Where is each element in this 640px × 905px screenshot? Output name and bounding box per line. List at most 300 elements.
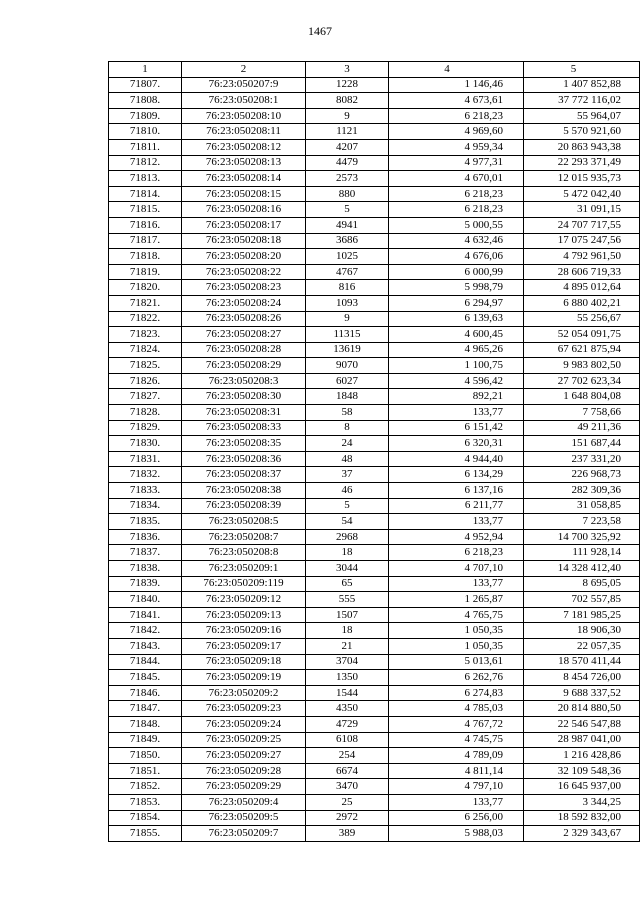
- value-cell: 14 700 325,92: [524, 529, 640, 545]
- table-row: [109, 498, 640, 514]
- rate-cell: 4 952,94: [389, 529, 524, 545]
- area-cell: 4207: [306, 139, 389, 155]
- cadastral-number-cell: 76:23:050208:24: [182, 295, 306, 311]
- rate-cell: 4 767,72: [389, 716, 524, 732]
- area-cell: 4350: [306, 701, 389, 717]
- rate-cell: 1 050,35: [389, 638, 524, 654]
- cadastral-number-cell: 76:23:050209:13: [182, 607, 306, 623]
- table-row: [109, 93, 640, 109]
- rate-cell: 6 218,23: [389, 202, 524, 218]
- table-row: [109, 638, 640, 654]
- row-number-cell: 71825.: [109, 358, 182, 374]
- table-row: [109, 155, 640, 171]
- rate-cell: 6 137,16: [389, 483, 524, 499]
- rate-cell: 5 000,55: [389, 217, 524, 233]
- table-row: [109, 124, 640, 140]
- area-cell: 3470: [306, 779, 389, 795]
- rate-cell: 133,77: [389, 514, 524, 530]
- value-cell: 67 621 875,94: [524, 342, 640, 358]
- value-cell: 2 329 343,67: [524, 826, 640, 842]
- cadastral-number-cell: 76:23:050209:5: [182, 810, 306, 826]
- area-cell: 3686: [306, 233, 389, 249]
- area-cell: 3704: [306, 654, 389, 670]
- cadastral-number-cell: 76:23:050208:14: [182, 171, 306, 187]
- row-number-cell: 71831.: [109, 451, 182, 467]
- data-table: [108, 61, 640, 842]
- cadastral-number-cell: 76:23:050208:13: [182, 155, 306, 171]
- rate-cell: 4 765,75: [389, 607, 524, 623]
- cadastral-number-cell: 76:23:050208:31: [182, 405, 306, 421]
- value-cell: 55 256,67: [524, 311, 640, 327]
- rate-cell: 4 707,10: [389, 561, 524, 577]
- value-cell: 9 688 337,52: [524, 685, 640, 701]
- cadastral-number-cell: 76:23:050209:1: [182, 561, 306, 577]
- cadastral-number-cell: 76:23:050209:7: [182, 826, 306, 842]
- table-row: [109, 561, 640, 577]
- value-cell: 55 964,07: [524, 108, 640, 124]
- cadastral-number-cell: 76:23:050208:26: [182, 311, 306, 327]
- value-cell: 9 983 802,50: [524, 358, 640, 374]
- value-cell: 49 211,36: [524, 420, 640, 436]
- area-cell: 1350: [306, 670, 389, 686]
- value-cell: 20 863 943,38: [524, 139, 640, 155]
- cadastral-number-cell: 76:23:050208:5: [182, 514, 306, 530]
- table-row: [109, 405, 640, 421]
- row-number-cell: 71811.: [109, 139, 182, 155]
- value-cell: 111 928,14: [524, 545, 640, 561]
- row-number-cell: 71820.: [109, 280, 182, 296]
- cadastral-number-cell: 76:23:050208:35: [182, 436, 306, 452]
- table-row: [109, 264, 640, 280]
- table-row: [109, 451, 640, 467]
- cadastral-number-cell: 76:23:050209:16: [182, 623, 306, 639]
- row-number-cell: 71855.: [109, 826, 182, 842]
- table-row: [109, 514, 640, 530]
- area-cell: 5: [306, 202, 389, 218]
- row-number-cell: 71853.: [109, 794, 182, 810]
- rate-cell: 6 151,42: [389, 420, 524, 436]
- table-row: [109, 233, 640, 249]
- rate-cell: 4 673,61: [389, 93, 524, 109]
- value-cell: 32 109 548,36: [524, 763, 640, 779]
- row-number-cell: 71845.: [109, 670, 182, 686]
- row-number-cell: 71843.: [109, 638, 182, 654]
- cadastral-number-cell: 76:23:050208:30: [182, 389, 306, 405]
- rate-cell: 5 988,03: [389, 826, 524, 842]
- row-number-cell: 71814.: [109, 186, 182, 202]
- value-cell: 4 895 012,64: [524, 280, 640, 296]
- cadastral-number-cell: 76:23:050208:39: [182, 498, 306, 514]
- value-cell: 37 772 116,02: [524, 93, 640, 109]
- rate-cell: 6 218,23: [389, 108, 524, 124]
- area-cell: 4479: [306, 155, 389, 171]
- row-number-cell: 71851.: [109, 763, 182, 779]
- table-row: [109, 373, 640, 389]
- value-cell: 22 293 371,49: [524, 155, 640, 171]
- row-number-cell: 71848.: [109, 716, 182, 732]
- table-row: [109, 607, 640, 623]
- area-cell: 18: [306, 545, 389, 561]
- value-cell: 12 015 935,73: [524, 171, 640, 187]
- cadastral-number-cell: 76:23:050208:11: [182, 124, 306, 140]
- row-number-cell: 71834.: [109, 498, 182, 514]
- row-number-cell: 71816.: [109, 217, 182, 233]
- table-row: [109, 654, 640, 670]
- row-number-cell: 71841.: [109, 607, 182, 623]
- value-cell: 151 687,44: [524, 436, 640, 452]
- rate-cell: 5 998,79: [389, 280, 524, 296]
- cadastral-number-cell: 76:23:050208:3: [182, 373, 306, 389]
- cadastral-number-cell: 76:23:050209:18: [182, 654, 306, 670]
- value-cell: 7 181 985,25: [524, 607, 640, 623]
- area-cell: 389: [306, 826, 389, 842]
- area-cell: 8082: [306, 93, 389, 109]
- table-row: [109, 779, 640, 795]
- rate-cell: 4 965,26: [389, 342, 524, 358]
- row-number-cell: 71813.: [109, 171, 182, 187]
- rate-cell: 1 146,46: [389, 77, 524, 93]
- column-header-5: 5: [524, 62, 640, 78]
- cadastral-number-cell: 76:23:050208:8: [182, 545, 306, 561]
- value-cell: 5 570 921,60: [524, 124, 640, 140]
- rate-cell: 1 050,35: [389, 623, 524, 639]
- table-row: [109, 342, 640, 358]
- area-cell: 48: [306, 451, 389, 467]
- rate-cell: 6 218,23: [389, 545, 524, 561]
- column-header-3: 3: [306, 62, 389, 78]
- row-number-cell: 71829.: [109, 420, 182, 436]
- row-number-cell: 71810.: [109, 124, 182, 140]
- table-row: [109, 826, 640, 842]
- row-number-cell: 71833.: [109, 483, 182, 499]
- value-cell: 17 075 247,56: [524, 233, 640, 249]
- cadastral-number-cell: 76:23:050208:22: [182, 264, 306, 280]
- row-number-cell: 71836.: [109, 529, 182, 545]
- table-row: [109, 436, 640, 452]
- rate-cell: 6 000,99: [389, 264, 524, 280]
- value-cell: 282 309,36: [524, 483, 640, 499]
- rate-cell: 4 977,31: [389, 155, 524, 171]
- area-cell: 24: [306, 436, 389, 452]
- value-cell: 1 216 428,86: [524, 748, 640, 764]
- row-number-cell: 71817.: [109, 233, 182, 249]
- value-cell: 20 814 880,50: [524, 701, 640, 717]
- area-cell: 25: [306, 794, 389, 810]
- row-number-cell: 71808.: [109, 93, 182, 109]
- area-cell: 21: [306, 638, 389, 654]
- value-cell: 4 792 961,50: [524, 249, 640, 265]
- table-body: [109, 77, 640, 841]
- table-row: [109, 77, 640, 93]
- area-cell: 9: [306, 108, 389, 124]
- value-cell: 27 702 623,34: [524, 373, 640, 389]
- table-row: [109, 732, 640, 748]
- cadastral-number-cell: 76:23:050208:20: [182, 249, 306, 265]
- rate-cell: 6 139,63: [389, 311, 524, 327]
- table-row: [109, 420, 640, 436]
- rate-cell: 6 218,23: [389, 186, 524, 202]
- table-row: [109, 701, 640, 717]
- rate-cell: 6 211,77: [389, 498, 524, 514]
- rate-cell: 133,77: [389, 794, 524, 810]
- rate-cell: 6 274,83: [389, 685, 524, 701]
- cadastral-number-cell: 76:23:050209:27: [182, 748, 306, 764]
- table-row: [109, 748, 640, 764]
- value-cell: 7 758,66: [524, 405, 640, 421]
- cadastral-number-cell: 76:23:050209:24: [182, 716, 306, 732]
- table-row: [109, 327, 640, 343]
- table-row: [109, 592, 640, 608]
- value-cell: 226 968,73: [524, 467, 640, 483]
- table-row: [109, 108, 640, 124]
- cadastral-number-cell: 76:23:050209:4: [182, 794, 306, 810]
- rate-cell: 6 294,97: [389, 295, 524, 311]
- table-row: [109, 217, 640, 233]
- area-cell: 11315: [306, 327, 389, 343]
- area-cell: 1228: [306, 77, 389, 93]
- row-number-cell: 71815.: [109, 202, 182, 218]
- cadastral-number-cell: 76:23:050209:17: [182, 638, 306, 654]
- table-row: [109, 139, 640, 155]
- table-row: [109, 280, 640, 296]
- rate-cell: 4 670,01: [389, 171, 524, 187]
- area-cell: 46: [306, 483, 389, 499]
- value-cell: 22 057,35: [524, 638, 640, 654]
- area-cell: 4767: [306, 264, 389, 280]
- area-cell: 2573: [306, 171, 389, 187]
- rate-cell: 892,21: [389, 389, 524, 405]
- cadastral-number-cell: 76:23:050208:17: [182, 217, 306, 233]
- cadastral-number-cell: 76:23:050208:28: [182, 342, 306, 358]
- area-cell: 816: [306, 280, 389, 296]
- table-row: [109, 623, 640, 639]
- cadastral-number-cell: 76:23:050209:12: [182, 592, 306, 608]
- area-cell: 58: [306, 405, 389, 421]
- row-number-cell: 71847.: [109, 701, 182, 717]
- area-cell: 4729: [306, 716, 389, 732]
- value-cell: 237 331,20: [524, 451, 640, 467]
- row-number-cell: 71809.: [109, 108, 182, 124]
- column-header-4: 4: [389, 62, 524, 78]
- value-cell: 14 328 412,40: [524, 561, 640, 577]
- area-cell: 8: [306, 420, 389, 436]
- rate-cell: 1 265,87: [389, 592, 524, 608]
- area-cell: 6108: [306, 732, 389, 748]
- table-row: [109, 467, 640, 483]
- row-number-cell: 71844.: [109, 654, 182, 670]
- row-number-cell: 71854.: [109, 810, 182, 826]
- row-number-cell: 71839.: [109, 576, 182, 592]
- rate-cell: 4 797,10: [389, 779, 524, 795]
- value-cell: 31 058,85: [524, 498, 640, 514]
- table-row: [109, 186, 640, 202]
- header-row: [109, 62, 640, 78]
- area-cell: 54: [306, 514, 389, 530]
- row-number-cell: 71840.: [109, 592, 182, 608]
- value-cell: 1 648 804,08: [524, 389, 640, 405]
- cadastral-number-cell: 76:23:050208:23: [182, 280, 306, 296]
- area-cell: 9: [306, 311, 389, 327]
- rate-cell: 4 600,45: [389, 327, 524, 343]
- row-number-cell: 71837.: [109, 545, 182, 561]
- rate-cell: 133,77: [389, 405, 524, 421]
- rate-cell: 4 785,03: [389, 701, 524, 717]
- cadastral-number-cell: 76:23:050209:29: [182, 779, 306, 795]
- value-cell: 702 557,85: [524, 592, 640, 608]
- cadastral-number-cell: 76:23:050208:10: [182, 108, 306, 124]
- cadastral-number-cell: 76:23:050209:2: [182, 685, 306, 701]
- rate-cell: 4 944,40: [389, 451, 524, 467]
- cadastral-number-cell: 76:23:050209:25: [182, 732, 306, 748]
- table-row: [109, 763, 640, 779]
- rate-cell: 6 262,76: [389, 670, 524, 686]
- area-cell: 1121: [306, 124, 389, 140]
- column-header-2: 2: [182, 62, 306, 78]
- table-row: [109, 295, 640, 311]
- value-cell: 28 606 719,33: [524, 264, 640, 280]
- row-number-cell: 71838.: [109, 561, 182, 577]
- row-number-cell: 71849.: [109, 732, 182, 748]
- rate-cell: 6 134,29: [389, 467, 524, 483]
- area-cell: 2972: [306, 810, 389, 826]
- cadastral-number-cell: 76:23:050209:19: [182, 670, 306, 686]
- cadastral-number-cell: 76:23:050208:36: [182, 451, 306, 467]
- area-cell: 1507: [306, 607, 389, 623]
- row-number-cell: 71823.: [109, 327, 182, 343]
- table-row: [109, 311, 640, 327]
- row-number-cell: 71821.: [109, 295, 182, 311]
- row-number-cell: 71807.: [109, 77, 182, 93]
- cadastral-number-cell: 76:23:050208:37: [182, 467, 306, 483]
- row-number-cell: 71842.: [109, 623, 182, 639]
- cadastral-number-cell: 76:23:050208:15: [182, 186, 306, 202]
- value-cell: 18 906,30: [524, 623, 640, 639]
- row-number-cell: 71826.: [109, 373, 182, 389]
- cadastral-number-cell: 76:23:050208:12: [182, 139, 306, 155]
- area-cell: 1025: [306, 249, 389, 265]
- row-number-cell: 71818.: [109, 249, 182, 265]
- value-cell: 7 223,58: [524, 514, 640, 530]
- rate-cell: 4 811,14: [389, 763, 524, 779]
- cadastral-number-cell: 76:23:050207:9: [182, 77, 306, 93]
- cadastral-number-cell: 76:23:050208:27: [182, 327, 306, 343]
- rate-cell: 4 676,06: [389, 249, 524, 265]
- cadastral-number-cell: 76:23:050208:33: [182, 420, 306, 436]
- row-number-cell: 71827.: [109, 389, 182, 405]
- table-row: [109, 810, 640, 826]
- rate-cell: 4 789,09: [389, 748, 524, 764]
- rate-cell: 4 745,75: [389, 732, 524, 748]
- value-cell: 16 645 937,00: [524, 779, 640, 795]
- area-cell: 18: [306, 623, 389, 639]
- area-cell: 1848: [306, 389, 389, 405]
- rate-cell: 4 959,34: [389, 139, 524, 155]
- value-cell: 8 695,05: [524, 576, 640, 592]
- rate-cell: 5 013,61: [389, 654, 524, 670]
- value-cell: 6 880 402,21: [524, 295, 640, 311]
- area-cell: 37: [306, 467, 389, 483]
- cadastral-number-cell: 76:23:050208:1: [182, 93, 306, 109]
- area-cell: 3044: [306, 561, 389, 577]
- table-row: [109, 670, 640, 686]
- area-cell: 880: [306, 186, 389, 202]
- value-cell: 3 344,25: [524, 794, 640, 810]
- rate-cell: 133,77: [389, 576, 524, 592]
- value-cell: 31 091,15: [524, 202, 640, 218]
- area-cell: 5: [306, 498, 389, 514]
- row-number-cell: 71819.: [109, 264, 182, 280]
- row-number-cell: 71812.: [109, 155, 182, 171]
- table-row: [109, 794, 640, 810]
- value-cell: 24 707 717,55: [524, 217, 640, 233]
- table-row: [109, 529, 640, 545]
- value-cell: 5 472 042,40: [524, 186, 640, 202]
- rate-cell: 4 632,46: [389, 233, 524, 249]
- page-number: 1467: [308, 24, 332, 38]
- value-cell: 18 570 411,44: [524, 654, 640, 670]
- area-cell: 65: [306, 576, 389, 592]
- table-row: [109, 171, 640, 187]
- row-number-cell: 71824.: [109, 342, 182, 358]
- area-cell: 254: [306, 748, 389, 764]
- row-number-cell: 71830.: [109, 436, 182, 452]
- table-row: [109, 576, 640, 592]
- cadastral-number-cell: 76:23:050209:119: [182, 576, 306, 592]
- rate-cell: 6 256,00: [389, 810, 524, 826]
- area-cell: 6674: [306, 763, 389, 779]
- cadastral-number-cell: 76:23:050208:29: [182, 358, 306, 374]
- table-row: [109, 483, 640, 499]
- value-cell: 22 546 547,88: [524, 716, 640, 732]
- rate-cell: 6 320,31: [389, 436, 524, 452]
- table-row: [109, 545, 640, 561]
- row-number-cell: 71832.: [109, 467, 182, 483]
- value-cell: 28 987 041,00: [524, 732, 640, 748]
- table-row: [109, 358, 640, 374]
- table-row: [109, 716, 640, 732]
- row-number-cell: 71822.: [109, 311, 182, 327]
- area-cell: 1093: [306, 295, 389, 311]
- value-cell: 1 407 852,88: [524, 77, 640, 93]
- row-number-cell: 71850.: [109, 748, 182, 764]
- table-row: [109, 685, 640, 701]
- table-row: [109, 202, 640, 218]
- cadastral-number-cell: 76:23:050208:7: [182, 529, 306, 545]
- table-row: [109, 249, 640, 265]
- value-cell: 18 592 832,00: [524, 810, 640, 826]
- area-cell: 6027: [306, 373, 389, 389]
- row-number-cell: 71835.: [109, 514, 182, 530]
- value-cell: 8 454 726,00: [524, 670, 640, 686]
- row-number-cell: 71846.: [109, 685, 182, 701]
- row-number-cell: 71828.: [109, 405, 182, 421]
- area-cell: 13619: [306, 342, 389, 358]
- cadastral-number-cell: 76:23:050208:18: [182, 233, 306, 249]
- column-header-1: 1: [109, 62, 182, 78]
- area-cell: 1544: [306, 685, 389, 701]
- rate-cell: 1 100,75: [389, 358, 524, 374]
- area-cell: 9070: [306, 358, 389, 374]
- area-cell: 555: [306, 592, 389, 608]
- table-row: [109, 389, 640, 405]
- row-number-cell: 71852.: [109, 779, 182, 795]
- rate-cell: 4 969,60: [389, 124, 524, 140]
- cadastral-number-cell: 76:23:050208:38: [182, 483, 306, 499]
- cadastral-number-cell: 76:23:050208:16: [182, 202, 306, 218]
- area-cell: 4941: [306, 217, 389, 233]
- area-cell: 2968: [306, 529, 389, 545]
- value-cell: 52 054 091,75: [524, 327, 640, 343]
